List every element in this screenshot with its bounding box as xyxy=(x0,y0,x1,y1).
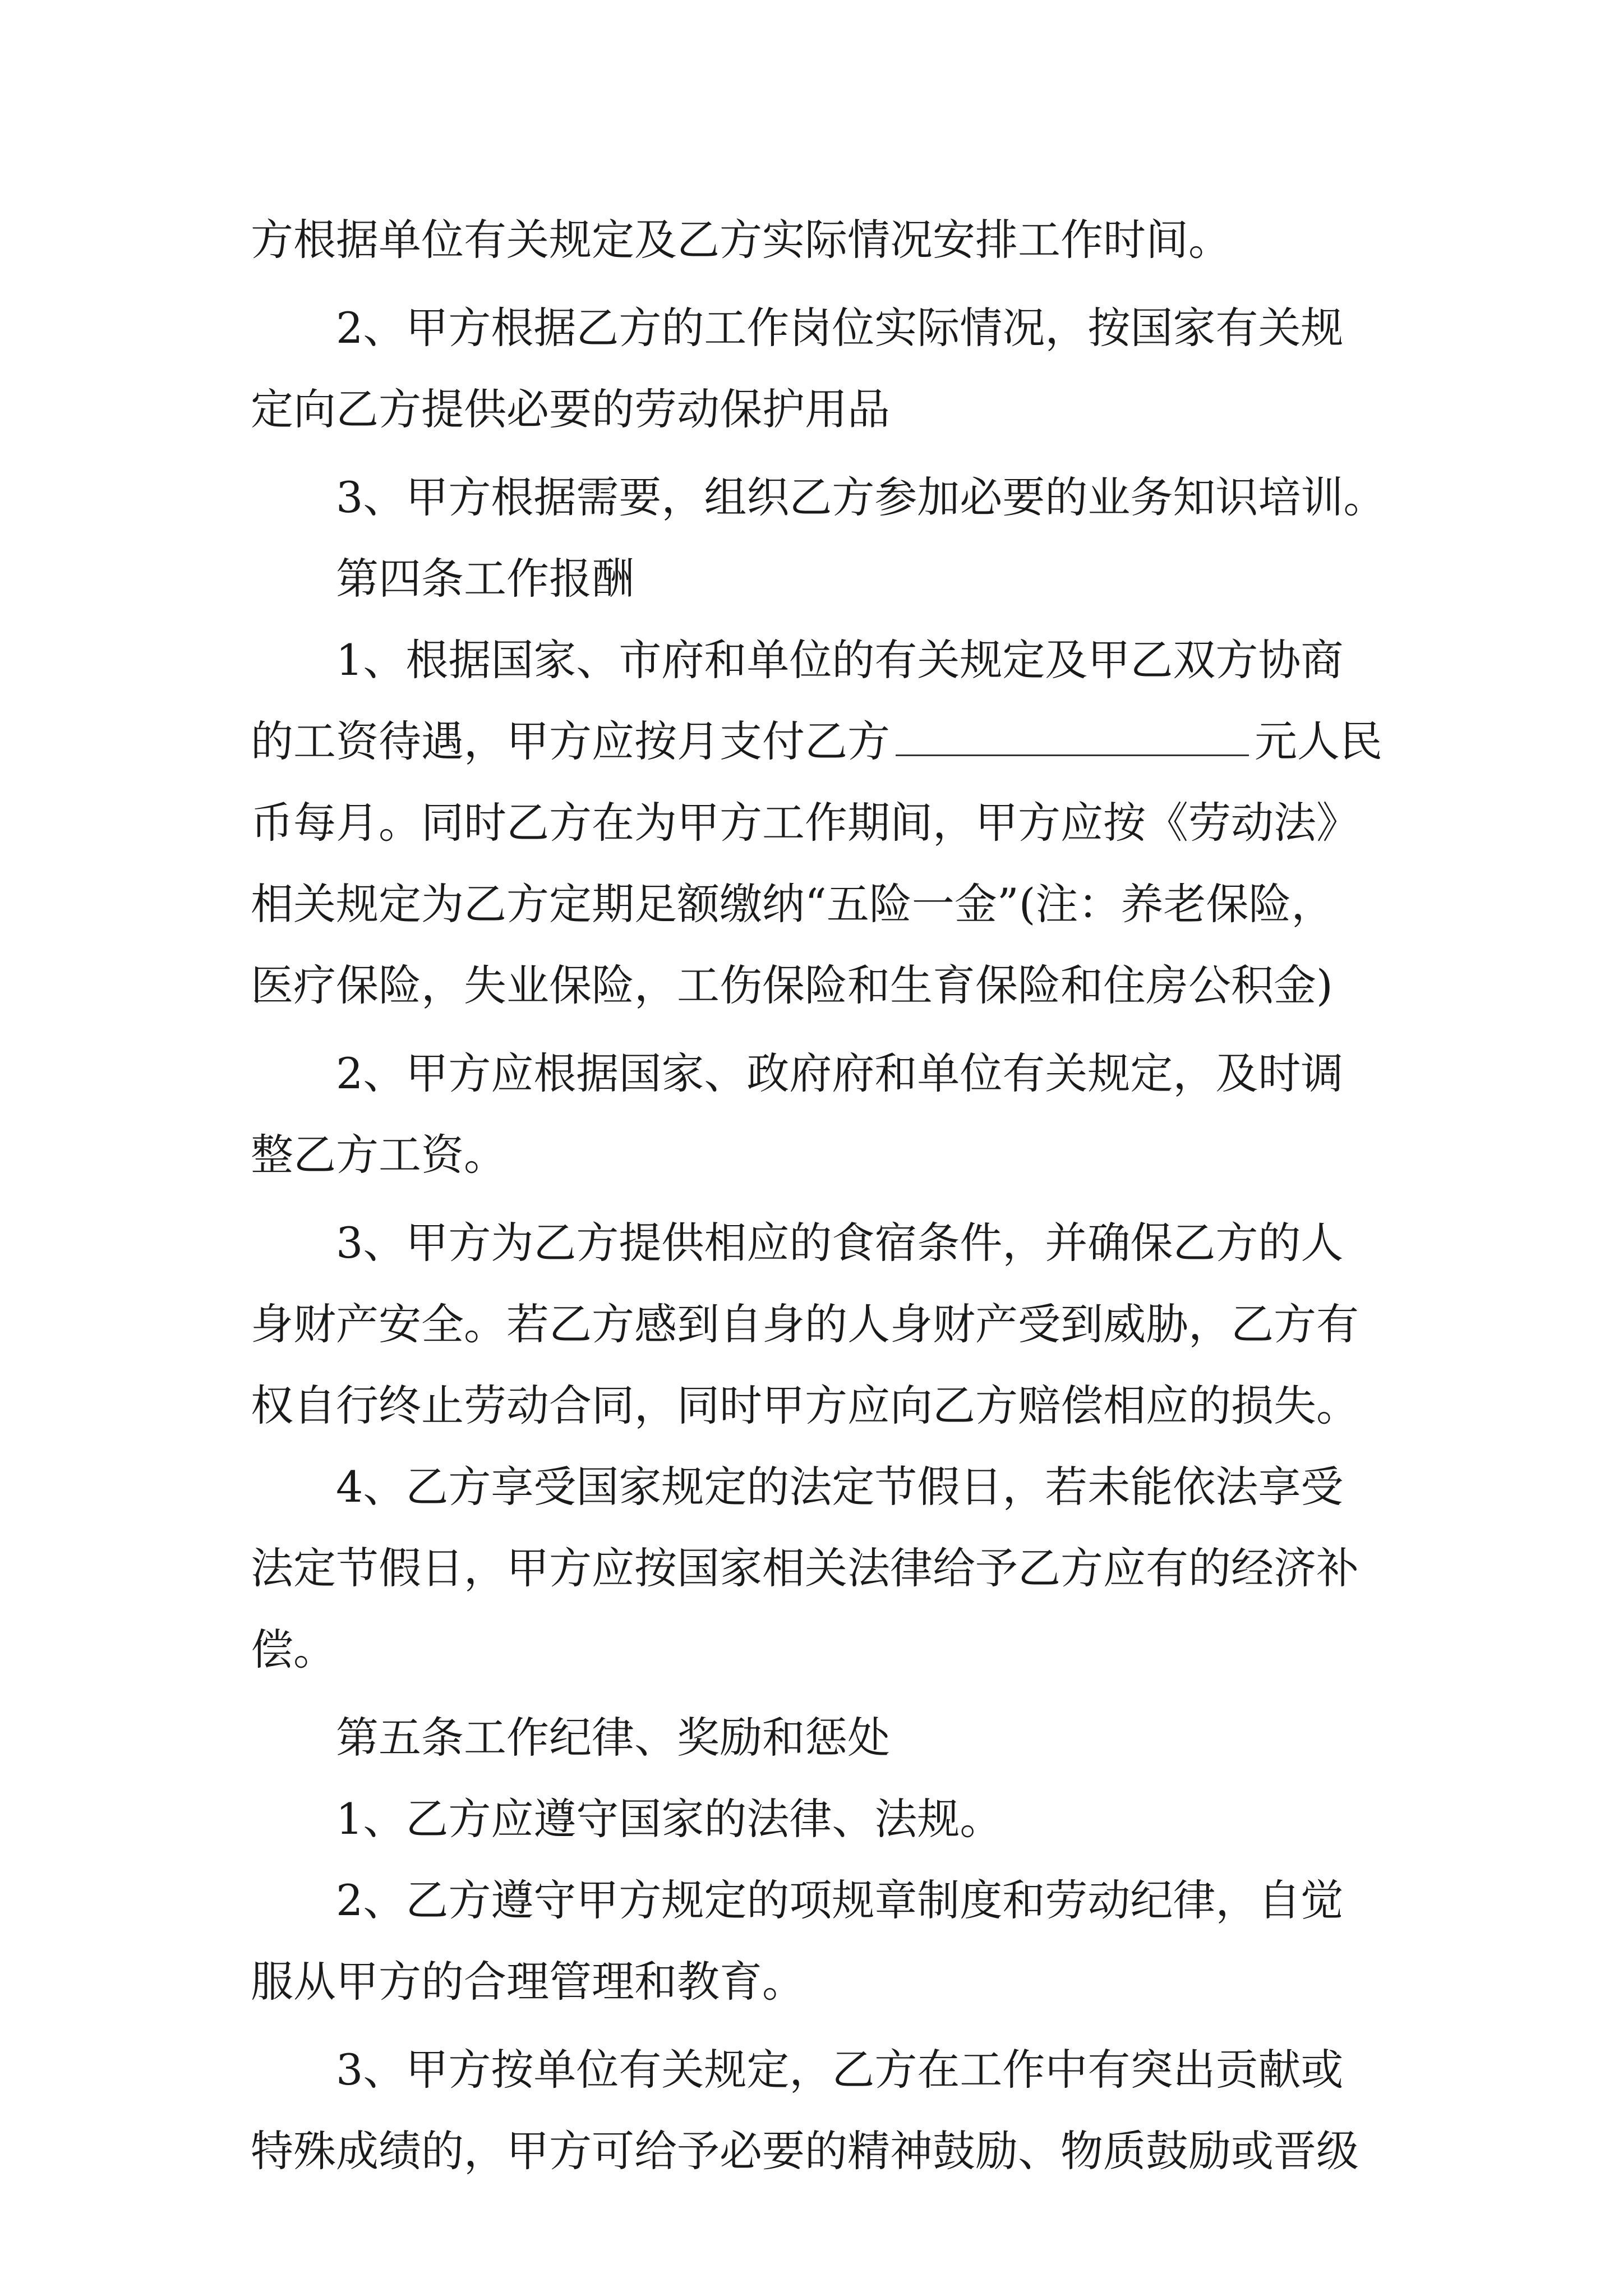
clause-3-line: 3、甲方根据需要，组织乙方参加必要的业务知识培训。 xyxy=(336,472,1386,522)
article-4-clause-2-line-1: 2、甲方应根据国家、政府府和单位有关规定，及时调 xyxy=(336,1048,1344,1098)
article-5-clause-3-line-1: 3、甲方按单位有关规定，乙方在工作中有突出贡献或 xyxy=(336,2045,1344,2095)
article-4-clause-2-line-2: 整乙方工资。 xyxy=(251,1130,506,1180)
article-5-clause-2-line-2: 服从甲方的合理管理和教育。 xyxy=(251,1957,805,2007)
article-4-clause-1-line-4: 相关规定为乙方定期足额缴纳“五险一金”(注：养老保险， xyxy=(251,879,1334,929)
article-4-clause-4-line-1: 4、乙方享受国家规定的法定节假日，若未能依法享受 xyxy=(336,1462,1344,1512)
text-line: 方根据单位有关规定及乙方实际情况安排工作时间。 xyxy=(251,215,1231,265)
article-4-clause-1-line-5: 医疗保险，失业保险，工伤保险和生育保险和住房公积金) xyxy=(251,960,1333,1010)
clause-2-line-2: 定向乙方提供必要的劳动保护用品 xyxy=(251,384,890,434)
article-5-clause-3-line-2: 特殊成绩的，甲方可给予必要的精神鼓励、物质鼓励或晋级 xyxy=(251,2126,1359,2176)
clause-2-line-1: 2、甲方根据乙方的工作岗位实际情况，按国家有关规 xyxy=(336,303,1344,353)
article-4-clause-1-line-2 xyxy=(251,701,1389,782)
section-heading-article-4: 第四条工作报酬 xyxy=(336,554,634,604)
article-4-clause-4-line-3: 偿。 xyxy=(251,1625,336,1674)
article-4-clause-3-line-1: 3、甲方为乙方提供相应的食宿条件，并确保乙方的人 xyxy=(336,1218,1344,1268)
article-4-clause-1-line-3: 币每月。同时乙方在为甲方工作期间，甲方应按《劳动法》 xyxy=(251,798,1359,848)
article-5-clause-2-line-1: 2、乙方遵守甲方规定的项规章制度和劳动纪律，自觉 xyxy=(336,1875,1344,1925)
article-4-clause-1-line-1: 1、根据国家、市府和单位的有关规定及甲乙双方协商 xyxy=(336,635,1344,685)
section-heading-article-5: 第五条工作纪律、奖励和惩处 xyxy=(336,1713,890,1763)
salary-blank-field xyxy=(896,714,1249,756)
article-4-clause-4-line-2: 法定节假日，甲方应按国家相关法律给予乙方应有的经济补 xyxy=(251,1543,1359,1593)
salary-text-before: 的工资待遇，甲方应按月支付乙方 xyxy=(251,716,890,766)
salary-text-after: 元人民 xyxy=(1255,716,1382,766)
document-body xyxy=(251,199,1389,2192)
article-5-clause-1-line: 1、乙方应遵守国家的法律、法规。 xyxy=(336,1794,1003,1844)
article-4-clause-3-line-2: 身财产安全。若乙方感到自身的人身财产受到威胁，乙方有 xyxy=(251,1299,1359,1349)
article-4-clause-3-line-3: 权自行终止劳动合同，同时甲方应向乙方赔偿相应的损失。 xyxy=(251,1381,1359,1430)
